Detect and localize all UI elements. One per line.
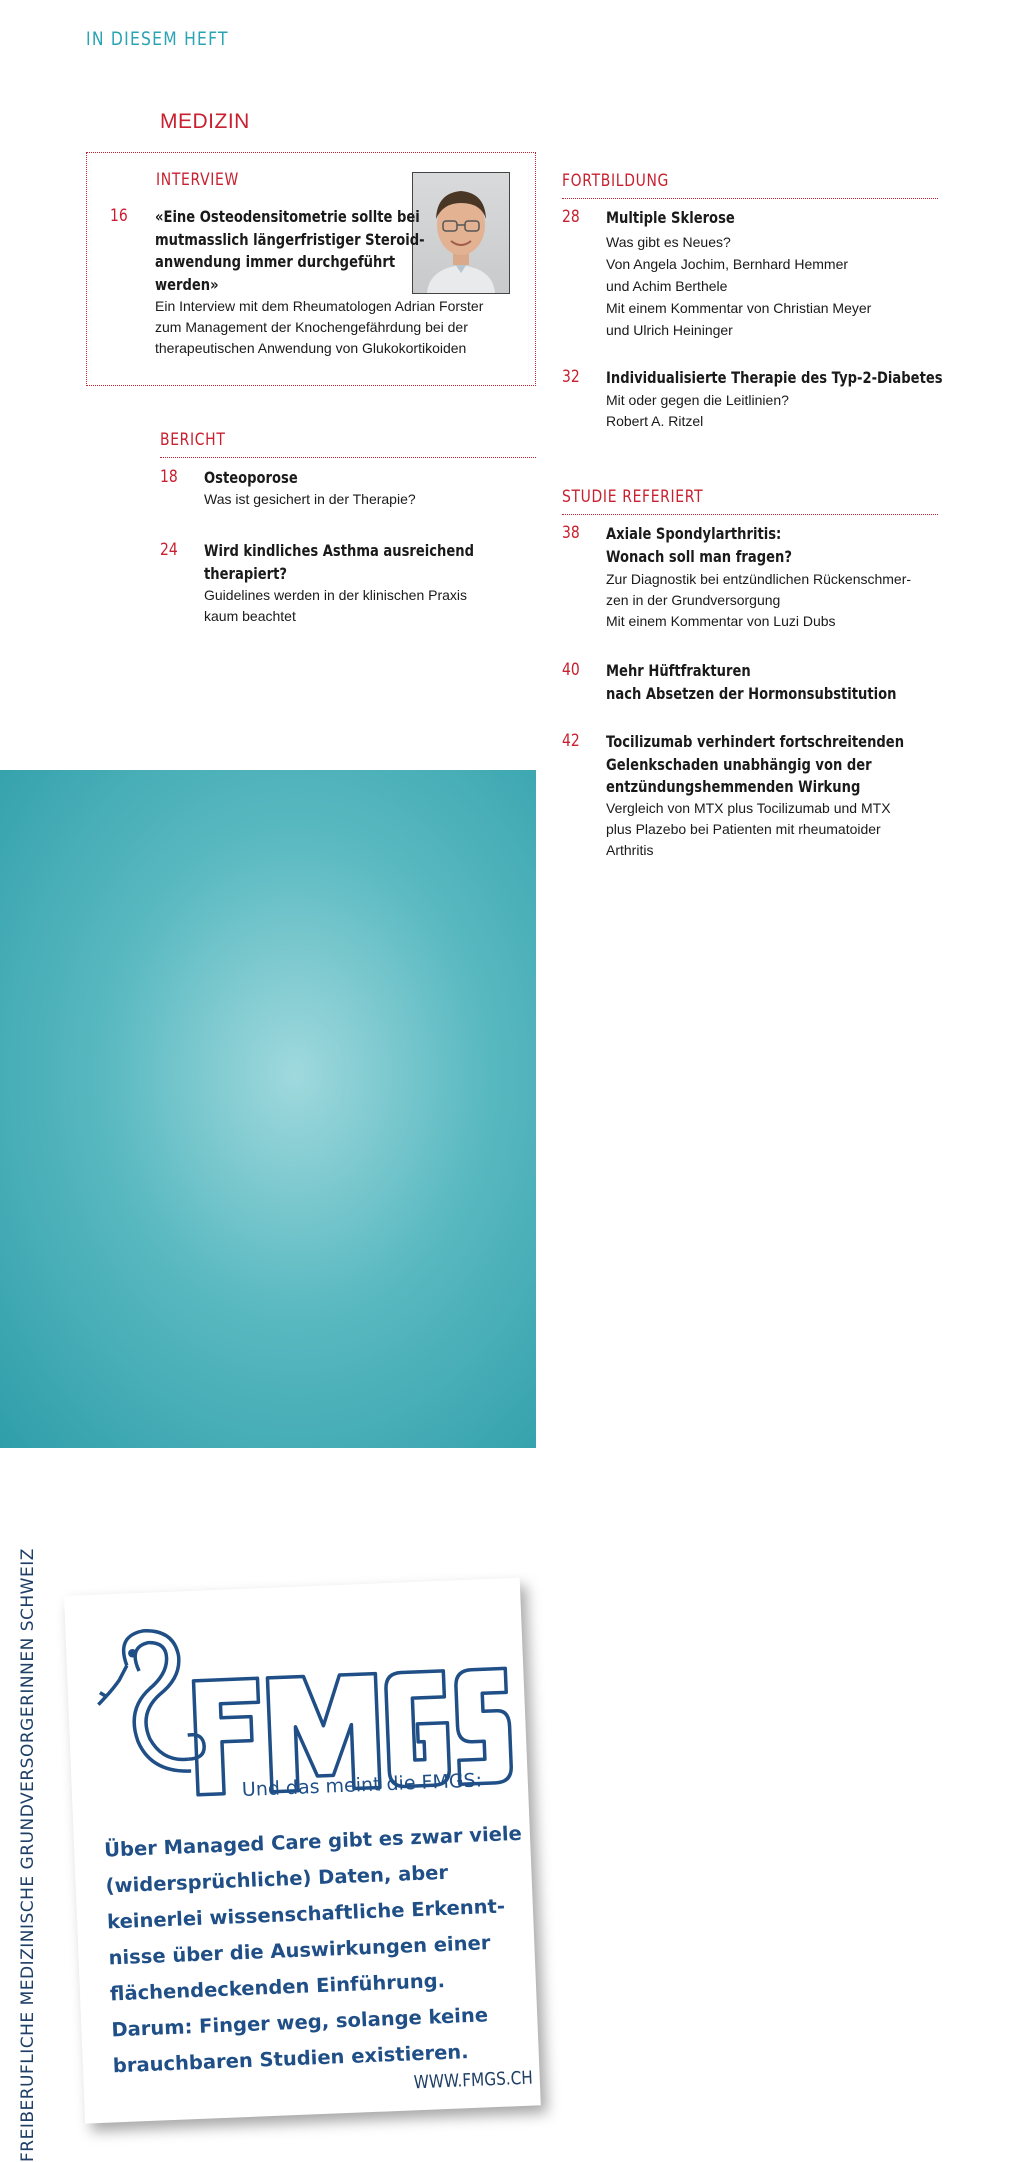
article-title[interactable] bbox=[606, 731, 904, 799]
ad-body-text bbox=[104, 1816, 532, 2085]
article-title[interactable] bbox=[606, 207, 735, 230]
category-studie-referiert: STUDIE REFERIERT bbox=[562, 487, 704, 507]
desc-line: zen in der Grundversorgung bbox=[606, 592, 781, 608]
desc-line: Was ist gesichert in der Therapie? bbox=[204, 491, 416, 507]
title-line: «Eine Osteodensitometrie sollte bei bbox=[155, 207, 420, 226]
article-description bbox=[606, 390, 789, 432]
divider bbox=[562, 198, 938, 199]
desc-line: Vergleich von MTX plus Tocilizumab und MTX bbox=[606, 800, 891, 816]
article-title[interactable] bbox=[155, 206, 425, 296]
article-description bbox=[606, 232, 871, 341]
category-fortbildung: FORTBILDUNG bbox=[562, 171, 670, 191]
section-title-medizin: MEDIZIN bbox=[160, 110, 250, 133]
title-line: mutmasslich längerfristiger Steroid- bbox=[155, 229, 425, 249]
page-number: 38 bbox=[562, 523, 580, 543]
desc-line: Was gibt es Neues? bbox=[606, 234, 731, 250]
desc-line: Guidelines werden in der klinischen Praxis bbox=[204, 587, 468, 603]
title-line: Gelenkschaden unabhängig von der bbox=[606, 754, 872, 774]
page-number: 32 bbox=[562, 367, 580, 387]
article-description bbox=[606, 569, 911, 632]
article-title[interactable] bbox=[606, 367, 943, 390]
title-line: Osteoporose bbox=[204, 468, 298, 487]
desc-line: Von Angela Jochim, Bernhard Hemmer bbox=[606, 256, 849, 272]
portrait-photo bbox=[412, 172, 510, 294]
fmgs-advertisement[interactable] bbox=[0, 770, 536, 2162]
category-bericht: BERICHT bbox=[160, 430, 226, 450]
ad-vertical-text: FREIBERUFLICHE MEDIZINISCHE GRUNDVERSORGERINNEN SCHWEIZ bbox=[18, 1548, 38, 2162]
divider bbox=[562, 514, 938, 515]
page-number: 40 bbox=[562, 660, 580, 680]
ad-body-line: Darum: Finger weg, solange keine bbox=[110, 2003, 489, 2042]
desc-line: Mit einem Kommentar von Luzi Dubs bbox=[606, 613, 836, 629]
page-header: IN DIESEM HEFT bbox=[86, 28, 229, 50]
title-line: werden» bbox=[155, 274, 219, 294]
title-line: Individualisierte Therapie des Typ-2-Diabetes bbox=[606, 368, 943, 387]
article-title[interactable] bbox=[204, 467, 298, 490]
desc-line: Arthritis bbox=[606, 842, 654, 858]
title-line: therapiert? bbox=[204, 563, 287, 583]
title-line: entzündungshemmenden Wirkung bbox=[606, 777, 861, 796]
title-line: Wird kindliches Asthma ausreichend bbox=[204, 541, 475, 560]
ad-body-line: brauchbaren Studien existieren. bbox=[112, 2040, 470, 2078]
title-line: Wonach soll man fragen? bbox=[606, 546, 792, 566]
desc-line: Zur Diagnostik bei entzündlichen Rückenschmer- bbox=[606, 571, 912, 587]
ad-body-line: nisse über die Auswirkungen einer bbox=[108, 1931, 491, 1970]
article-title[interactable] bbox=[204, 540, 474, 585]
category-interview: INTERVIEW bbox=[156, 170, 239, 190]
ad-tagline: Und das meint die FMGS: bbox=[241, 1769, 483, 1802]
ad-body-line: keinerlei wissenschaftliche Erkennt- bbox=[106, 1894, 506, 1934]
title-line: Multiple Sklerose bbox=[606, 208, 735, 227]
article-description bbox=[606, 798, 891, 861]
article-description bbox=[155, 296, 483, 359]
ad-url-link[interactable]: WWW.FMGS.CH bbox=[413, 2067, 534, 2094]
article-description bbox=[204, 585, 467, 627]
article-title[interactable] bbox=[606, 660, 897, 705]
title-line: Mehr Hüftfrakturen bbox=[606, 661, 751, 680]
ad-body-line: Über Managed Care gibt es zwar viele bbox=[103, 1821, 523, 1862]
desc-line: zum Management der Knochengefährdung bei der bbox=[155, 319, 468, 335]
desc-line: plus Plazebo bei Patienten mit rheumatoider bbox=[606, 821, 881, 837]
desc-line: und Ulrich Heininger bbox=[606, 322, 733, 338]
desc-line: Mit oder gegen die Leitlinien? bbox=[606, 392, 789, 408]
ad-body-line: flächendeckenden Einführung. bbox=[109, 1969, 446, 2006]
page-number: 28 bbox=[562, 207, 580, 227]
article-title[interactable] bbox=[606, 523, 792, 568]
page-number: 42 bbox=[562, 731, 580, 751]
title-line: anwendung immer durchgeführt bbox=[155, 252, 396, 271]
page-number: 16 bbox=[110, 206, 128, 226]
page-number: 24 bbox=[160, 540, 178, 560]
article-description bbox=[204, 489, 416, 510]
desc-line: therapeutischen Anwendung von Glukokortikoiden bbox=[155, 340, 467, 356]
desc-line: Ein Interview mit dem Rheumatologen Adrian Forster bbox=[155, 298, 484, 314]
divider bbox=[160, 457, 536, 458]
desc-line: und Achim Berthele bbox=[606, 278, 728, 294]
desc-line: Robert A. Ritzel bbox=[606, 413, 704, 429]
title-line: Tocilizumab verhindert fortschreitenden bbox=[606, 732, 905, 751]
page-number: 18 bbox=[160, 467, 178, 487]
title-line: Axiale Spondylarthritis: bbox=[606, 524, 782, 543]
desc-line: kaum beachtet bbox=[204, 608, 296, 624]
desc-line: Mit einem Kommentar von Christian Meyer bbox=[606, 300, 872, 316]
ad-card bbox=[64, 1578, 541, 2124]
ad-body-line: (widersprüchliche) Daten, aber bbox=[105, 1860, 449, 1898]
title-line: nach Absetzen der Hormonsubstitution bbox=[606, 683, 897, 703]
